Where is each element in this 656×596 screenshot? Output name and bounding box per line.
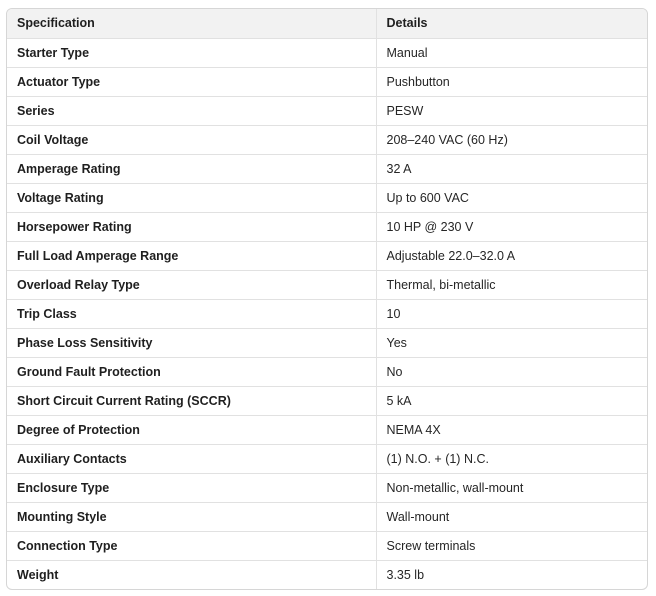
spec-cell: Horsepower Rating: [7, 212, 376, 241]
spec-cell: Trip Class: [7, 299, 376, 328]
detail-cell: 10 HP @ 230 V: [376, 212, 647, 241]
spec-cell: Short Circuit Current Rating (SCCR): [7, 386, 376, 415]
header-details: Details: [376, 9, 647, 38]
table-row: [7, 328, 647, 357]
spec-cell: Full Load Amperage Range: [7, 241, 376, 270]
table-row: [7, 270, 647, 299]
detail-cell: (1) N.O. + (1) N.C.: [376, 444, 647, 473]
spec-cell: Ground Fault Protection: [7, 357, 376, 386]
spec-cell: Enclosure Type: [7, 473, 376, 502]
detail-cell: Wall-mount: [376, 502, 647, 531]
spec-cell: Actuator Type: [7, 67, 376, 96]
detail-cell: Manual: [376, 38, 647, 67]
detail-cell: 5 kA: [376, 386, 647, 415]
detail-cell: 10: [376, 299, 647, 328]
detail-cell: Screw terminals: [376, 531, 647, 560]
detail-cell: Adjustable 22.0–32.0 A: [376, 241, 647, 270]
detail-cell: 3.35 lb: [376, 560, 647, 589]
detail-cell: PESW: [376, 96, 647, 125]
table-row: [7, 154, 647, 183]
spec-cell: Voltage Rating: [7, 183, 376, 212]
table-row: [7, 415, 647, 444]
table-header-row: [7, 9, 647, 38]
detail-cell: Thermal, bi-metallic: [376, 270, 647, 299]
table-row: [7, 183, 647, 212]
spec-cell: Amperage Rating: [7, 154, 376, 183]
table-row: [7, 241, 647, 270]
table-row: [7, 444, 647, 473]
detail-cell: No: [376, 357, 647, 386]
table-row: [7, 212, 647, 241]
spec-cell: Coil Voltage: [7, 125, 376, 154]
table-row: [7, 386, 647, 415]
table-row: [7, 299, 647, 328]
spec-cell: Starter Type: [7, 38, 376, 67]
spec-cell: Connection Type: [7, 531, 376, 560]
detail-cell: 32 A: [376, 154, 647, 183]
spec-cell: Auxiliary Contacts: [7, 444, 376, 473]
table-row: [7, 38, 647, 67]
table-row: [7, 473, 647, 502]
header-specification: Specification: [7, 9, 376, 38]
table-row: [7, 560, 647, 589]
spec-cell: Overload Relay Type: [7, 270, 376, 299]
detail-cell: Pushbutton: [376, 67, 647, 96]
table-row: [7, 502, 647, 531]
table-row: [7, 67, 647, 96]
detail-cell: NEMA 4X: [376, 415, 647, 444]
table-row: [7, 125, 647, 154]
table-row: [7, 357, 647, 386]
detail-cell: Yes: [376, 328, 647, 357]
specification-table: [7, 9, 647, 589]
detail-cell: Up to 600 VAC: [376, 183, 647, 212]
detail-cell: Non-metallic, wall-mount: [376, 473, 647, 502]
specification-table-container: [6, 8, 648, 590]
detail-cell: 208–240 VAC (60 Hz): [376, 125, 647, 154]
spec-cell: Mounting Style: [7, 502, 376, 531]
spec-cell: Degree of Protection: [7, 415, 376, 444]
table-row: [7, 96, 647, 125]
table-row: [7, 531, 647, 560]
spec-cell: Weight: [17, 567, 59, 582]
spec-cell: Phase Loss Sensitivity: [7, 328, 376, 357]
spec-cell: Series: [7, 96, 376, 125]
